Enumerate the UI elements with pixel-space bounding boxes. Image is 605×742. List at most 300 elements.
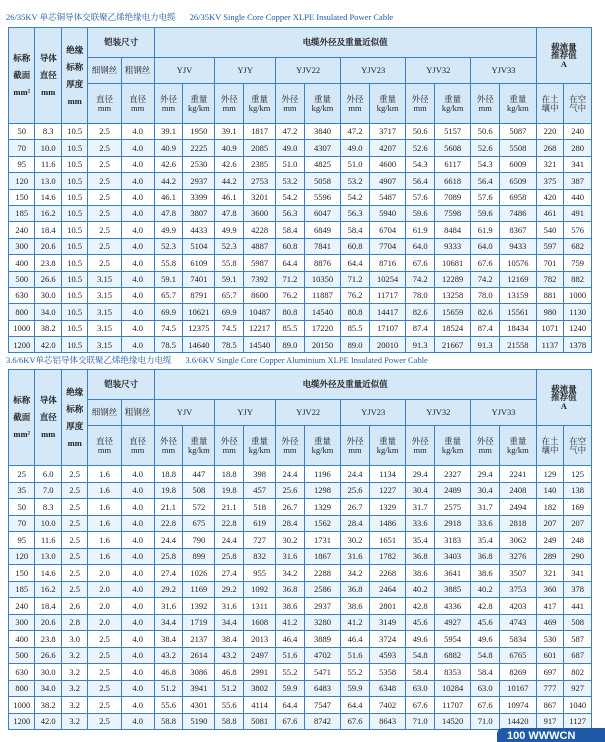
table-cell: 5190	[183, 713, 215, 730]
table-cell: 10487	[244, 304, 276, 320]
header-cell	[564, 426, 592, 466]
table-cell: 13159	[500, 287, 537, 303]
header-text: mm	[478, 444, 492, 455]
table-cell: 59.9	[341, 680, 370, 697]
table-cell: 31.6	[276, 548, 305, 565]
header-cell	[341, 84, 370, 124]
table-cell: 4.0	[121, 271, 154, 287]
table-cell: 10.5	[61, 189, 87, 205]
footer-tab	[497, 728, 605, 742]
table-cell: 67.6	[276, 713, 305, 730]
table-cell: 47.2	[276, 124, 305, 140]
table-cell: 400	[9, 255, 35, 271]
table-cell: 587	[564, 631, 592, 648]
table-cell: 6047	[304, 205, 340, 221]
header-cell: 粗钢丝	[121, 58, 154, 84]
table-cell: 341	[564, 156, 592, 172]
table-cell: 55.8	[215, 255, 244, 271]
table-cell: 25.8	[215, 548, 244, 565]
table-cell: 34.2	[276, 565, 305, 582]
table-cell: 4.0	[121, 598, 154, 615]
table-cell: 4.0	[121, 238, 154, 254]
table-cell: 597	[536, 238, 564, 254]
header-text: 壤中	[541, 102, 559, 113]
table-cell: 3086	[183, 664, 215, 681]
header-text: 外径	[220, 94, 238, 104]
table-cell: 49.6	[471, 631, 500, 648]
table-cell: 5358	[369, 664, 405, 681]
table-cell: 2530	[183, 156, 215, 172]
table-cell: 67.6	[341, 713, 370, 730]
table-cell: 80.8	[341, 304, 370, 320]
table-cell: 138	[564, 482, 592, 499]
table-cell: 38.4	[215, 631, 244, 648]
table-row	[9, 189, 592, 205]
table-cell: 55.8	[154, 255, 183, 271]
header-text: 推荐值	[551, 392, 577, 403]
table-cell: 18.4	[35, 598, 61, 615]
table-cell: 3.15	[88, 271, 121, 287]
table-cell: 26.6	[35, 271, 61, 287]
table-cell: 1651	[369, 532, 405, 549]
header-text: 标称	[13, 53, 31, 64]
table-cell: 11707	[434, 697, 470, 714]
table-cell: 2268	[369, 565, 405, 582]
table-cell: 2.5	[88, 713, 121, 730]
table-row	[9, 205, 592, 221]
header-text: 外径	[476, 436, 494, 446]
table-cell: 55.6	[154, 697, 183, 714]
table-cell: 76.2	[276, 287, 305, 303]
table-cell: 51.2	[215, 680, 244, 697]
table-cell: 2497	[244, 647, 276, 664]
table-cell: 5081	[244, 713, 276, 730]
table-cell: 38.6	[406, 565, 435, 582]
table-cell: 3276	[500, 548, 537, 565]
table-cell: 6704	[369, 222, 405, 238]
table-cell: 8269	[500, 664, 537, 681]
table-cell: 78.0	[471, 287, 500, 303]
header-cell: YJV32	[406, 58, 471, 84]
table-cell: 22.8	[154, 515, 183, 532]
header-text: kg/km	[188, 444, 210, 455]
table-cell: 56.4	[406, 173, 435, 189]
table-cell: 2.5	[61, 532, 87, 549]
table-cell: 20010	[369, 337, 405, 353]
table-cell: 59.1	[215, 271, 244, 287]
table-cell: 6483	[304, 680, 340, 697]
table-cell: 67.6	[471, 697, 500, 714]
table-cell: 2.5	[88, 205, 121, 221]
table-cell: 46.8	[154, 664, 183, 681]
table-cell: 2137	[183, 631, 215, 648]
table-cell: 882	[564, 271, 592, 287]
table-cell: 1950	[183, 124, 215, 140]
table-cell: 5471	[304, 664, 340, 681]
table-cell: 2.6	[61, 598, 87, 615]
table-cell: 802	[564, 664, 592, 681]
table-cell: 4.0	[121, 255, 154, 271]
table-cell: 4203	[500, 598, 537, 615]
header-text: 重量	[313, 436, 331, 446]
table-cell: 4702	[304, 647, 340, 664]
table-cell: 42.6	[154, 156, 183, 172]
table-cell: 1227	[369, 482, 405, 499]
table-cell: 2.0	[88, 565, 121, 582]
table-cell: 31.6	[215, 598, 244, 615]
header-cell	[215, 426, 244, 466]
table-cell: 49.6	[406, 631, 435, 648]
table-cell: 7598	[434, 205, 470, 221]
table-cell: 140	[536, 482, 564, 499]
table-row	[9, 156, 592, 172]
table-cell: 65.7	[215, 287, 244, 303]
table-cell: 21.1	[215, 499, 244, 516]
table-cell: 2.5	[88, 680, 121, 697]
header-cell	[183, 84, 215, 124]
table-cell: 4.0	[121, 631, 154, 648]
table-cell: 51.2	[154, 680, 183, 697]
table-cell: 47.2	[341, 124, 370, 140]
table-cell: 10.5	[61, 304, 87, 320]
header-text: mm	[131, 444, 145, 455]
table-cell: 82.6	[406, 304, 435, 320]
table-cell: 24.4	[276, 466, 305, 483]
table-cell: 20150	[304, 337, 340, 353]
section1-caption-en: 26/35KV Single Core Copper XLPE Insulated Power Cable	[189, 12, 394, 22]
table-cell: 12289	[434, 271, 470, 287]
table-cell: 518	[244, 499, 276, 516]
header-text: 截面	[13, 70, 31, 81]
table-cell: 125	[564, 466, 592, 483]
header-text: mm	[348, 102, 362, 113]
table-cell: 4336	[434, 598, 470, 615]
table-cell: 2.5	[88, 697, 121, 714]
header-cell: YJV22	[276, 58, 341, 84]
header-cell: 铠装尺寸	[88, 370, 154, 400]
table-cell: 7089	[434, 189, 470, 205]
table-cell: 69.9	[215, 304, 244, 320]
table-cell: 240	[564, 124, 592, 140]
header-text: 导体	[39, 53, 57, 64]
table-cell: 4.0	[121, 189, 154, 205]
table-cell: 38.2	[35, 697, 61, 714]
header-text: mm	[161, 102, 176, 113]
header-text: kg/km	[311, 444, 334, 455]
table-cell: 28.4	[276, 515, 305, 532]
table-cell: 375	[536, 173, 564, 189]
table-cell: 2.5	[61, 482, 87, 499]
table-cell: 50.6	[406, 124, 435, 140]
table-cell: 38.6	[341, 598, 370, 615]
header-text: 外径	[281, 436, 299, 446]
table-cell: 43.2	[215, 647, 244, 664]
table-cell: 4.0	[121, 140, 154, 156]
table-row	[9, 140, 592, 156]
header-text: 重量	[313, 94, 331, 104]
table-cell: 30.4	[406, 482, 435, 499]
table-cell: 3.2	[61, 713, 87, 730]
table-cell: 10284	[434, 680, 470, 697]
table-cell: 74.5	[154, 320, 183, 336]
header-text: mm	[348, 444, 362, 455]
table-row	[9, 466, 592, 483]
header-cell	[9, 28, 35, 124]
header-cell: YJV32	[406, 400, 471, 426]
table-cell: 1562	[304, 515, 340, 532]
header-text: mm	[222, 444, 236, 455]
header-text: mm²	[13, 429, 31, 440]
section1-caption-cn: 26/35KV 单芯铜导体交联聚乙烯绝缘电力电缆	[6, 12, 176, 22]
table-cell: 4114	[244, 697, 276, 714]
table-cell: 3.2	[61, 697, 87, 714]
table-cell: 35.4	[471, 532, 500, 549]
header-text: 重量	[190, 436, 208, 446]
table-cell: 2.0	[88, 614, 121, 631]
table-cell: 12375	[183, 320, 215, 336]
table-cell: 14640	[183, 337, 215, 353]
section2-table-body	[9, 466, 592, 730]
table-cell: 417	[536, 598, 564, 615]
table-cell: 5508	[500, 140, 537, 156]
table-cell: 64.0	[406, 238, 435, 254]
header-text: 在空	[569, 94, 587, 104]
table-cell: 10.5	[61, 255, 87, 271]
table-cell: 2.5	[61, 581, 87, 598]
table-cell: 49.0	[276, 140, 305, 156]
table-cell: 3280	[304, 614, 340, 631]
table-cell: 54.2	[341, 189, 370, 205]
table-cell: 697	[536, 664, 564, 681]
table-cell: 6849	[304, 222, 340, 238]
table-cell: 1127	[564, 713, 592, 730]
table-cell: 150	[9, 565, 35, 582]
table-cell: 3183	[434, 532, 470, 549]
table-cell: 3403	[434, 548, 470, 565]
table-cell: 3840	[304, 124, 340, 140]
header-cell	[183, 426, 215, 466]
table-cell: 42.0	[35, 713, 61, 730]
table-cell: 4825	[304, 156, 340, 172]
header-text: mm	[283, 102, 297, 113]
header-text: 直径	[129, 94, 147, 104]
table-cell: 74.5	[215, 320, 244, 336]
table-cell: 10.5	[61, 156, 87, 172]
table-cell: 87.4	[406, 320, 435, 336]
table-cell: 530	[536, 631, 564, 648]
table-cell: 59.1	[154, 271, 183, 287]
table-cell: 4.0	[121, 466, 154, 483]
table-cell: 46.4	[276, 631, 305, 648]
header-cell	[500, 84, 537, 124]
section2-caption-cn: 3.6/6KV单芯铝导体交联聚乙烯绝缘电力电缆	[6, 355, 172, 365]
table-cell: 23.8	[35, 631, 61, 648]
table-cell: 687	[564, 647, 592, 664]
table-cell: 120	[9, 548, 35, 565]
table-cell: 38.2	[35, 320, 61, 336]
table-cell: 1329	[304, 499, 340, 516]
table-cell: 38.6	[276, 598, 305, 615]
table-cell: 4.0	[121, 581, 154, 598]
header-cell	[434, 84, 470, 124]
table-cell: 52.6	[471, 140, 500, 156]
footer-tab-label: 100 WWWCN	[507, 730, 576, 742]
table-cell: 40.2	[471, 581, 500, 598]
table-cell: 11717	[369, 287, 405, 303]
header-cell	[564, 84, 592, 124]
table-cell: 54.3	[406, 156, 435, 172]
table-cell: 2.5	[88, 124, 121, 140]
table-row	[9, 238, 592, 254]
header-text: 标称	[13, 395, 31, 406]
table-cell: 398	[244, 466, 276, 483]
table-cell: 2408	[500, 482, 537, 499]
table-cell: 26.6	[35, 647, 61, 664]
table-cell: 576	[564, 222, 592, 238]
table-cell: 27.4	[154, 565, 183, 582]
table-cell: 55.2	[276, 664, 305, 681]
table-cell: 5596	[304, 189, 340, 205]
table-cell: 4.0	[121, 124, 154, 140]
table-cell: 6618	[434, 173, 470, 189]
header-text: 标称	[66, 403, 84, 414]
header-text: kg/km	[248, 444, 271, 455]
table-cell: 42.8	[406, 598, 435, 615]
table-cell: 207	[564, 515, 592, 532]
table-cell: 16.2	[35, 581, 61, 598]
table-cell: 50	[9, 499, 35, 516]
table-cell: 2.5	[61, 466, 87, 483]
table-cell: 248	[564, 532, 592, 549]
table-cell: 2.5	[61, 499, 87, 516]
table-cell: 78.0	[406, 287, 435, 303]
table-cell: 1311	[244, 598, 276, 615]
table-cell: 675	[183, 515, 215, 532]
table-cell: 10.5	[61, 320, 87, 336]
header-text: 直径	[96, 94, 114, 104]
header-cell: 电缆外径及重量近似值	[154, 370, 536, 400]
table-cell: 33.6	[471, 515, 500, 532]
table-cell: 55.2	[341, 664, 370, 681]
table-cell: 4.0	[121, 205, 154, 221]
table-row	[9, 581, 592, 598]
table-cell: 69.9	[154, 304, 183, 320]
header-text: mm	[67, 95, 82, 106]
table-cell: 29.2	[215, 581, 244, 598]
table-cell: 185	[9, 205, 35, 221]
table-cell: 74.2	[406, 271, 435, 287]
table-cell: 26.7	[276, 499, 305, 516]
table-cell: 1240	[564, 320, 592, 336]
table-cell: 1867	[304, 548, 340, 565]
table-cell: 42.0	[35, 337, 61, 353]
table-cell: 10167	[500, 680, 537, 697]
table-cell: 1.6	[88, 532, 121, 549]
section1-table	[8, 27, 592, 353]
table-cell: 6958	[500, 189, 537, 205]
table-cell: 52.3	[154, 238, 183, 254]
table-cell: 11.6	[35, 156, 61, 172]
table-cell: 4.0	[121, 697, 154, 714]
header-cell: 铠装尺寸	[88, 28, 154, 58]
table-cell: 10974	[500, 697, 537, 714]
table-cell: 8484	[434, 222, 470, 238]
table-row	[9, 222, 592, 238]
section1-table-body	[9, 124, 592, 353]
header-cell	[536, 84, 564, 124]
table-cell: 5087	[500, 124, 537, 140]
table-cell: 76.2	[341, 287, 370, 303]
header-cell	[244, 84, 276, 124]
header-cell	[536, 370, 591, 426]
table-cell: 63.0	[471, 680, 500, 697]
table-cell: 185	[9, 581, 35, 598]
table-cell: 51.0	[276, 156, 305, 172]
table-cell: 182	[536, 499, 564, 516]
table-cell: 2.5	[88, 222, 121, 238]
table-cell: 5157	[434, 124, 470, 140]
table-cell: 601	[536, 647, 564, 664]
table-cell: 12169	[500, 271, 537, 287]
header-cell	[304, 84, 340, 124]
table-cell: 491	[564, 205, 592, 221]
table-cell: 10681	[434, 255, 470, 271]
header-cell	[35, 28, 61, 124]
table-cell: 70	[9, 515, 35, 532]
header-text: kg/km	[376, 444, 399, 455]
table-cell: 280	[564, 140, 592, 156]
header-cell: YJV33	[471, 58, 536, 84]
table-cell: 95	[9, 532, 35, 549]
table-cell: 899	[183, 548, 215, 565]
table-cell: 2586	[304, 581, 340, 598]
header-text: mm	[222, 102, 236, 113]
table-cell: 4433	[183, 222, 215, 238]
table-cell: 13258	[434, 287, 470, 303]
table-cell: 1000	[9, 697, 35, 714]
header-cell: YJV22	[276, 400, 341, 426]
table-cell: 3941	[183, 680, 215, 697]
header-text: mm	[478, 102, 492, 113]
table-cell: 8742	[304, 713, 340, 730]
header-text: kg/km	[376, 102, 399, 113]
table-row	[9, 647, 592, 664]
table-cell: 1731	[304, 532, 340, 549]
table-cell: 53.2	[276, 173, 305, 189]
table-cell: 2937	[183, 173, 215, 189]
header-cell	[276, 84, 305, 124]
table-cell: 42.8	[471, 598, 500, 615]
table-cell: 3149	[369, 614, 405, 631]
table-cell: 29.4	[406, 466, 435, 483]
table-cell: 2085	[244, 140, 276, 156]
header-text: 标称	[66, 61, 84, 72]
table-cell: 3802	[244, 680, 276, 697]
header-text: mm	[97, 102, 112, 113]
table-cell: 10.5	[61, 124, 87, 140]
table-cell: 56.3	[276, 205, 305, 221]
table-cell: 1378	[564, 337, 592, 353]
table-cell: 14540	[244, 337, 276, 353]
header-text: 外径	[346, 94, 364, 104]
table-cell: 619	[244, 515, 276, 532]
header-cell	[471, 84, 500, 124]
table-cell: 57.6	[471, 189, 500, 205]
table-cell: 268	[536, 140, 564, 156]
table-cell: 4.0	[121, 614, 154, 631]
table-cell: 2818	[500, 515, 537, 532]
table-cell: 440	[564, 189, 592, 205]
